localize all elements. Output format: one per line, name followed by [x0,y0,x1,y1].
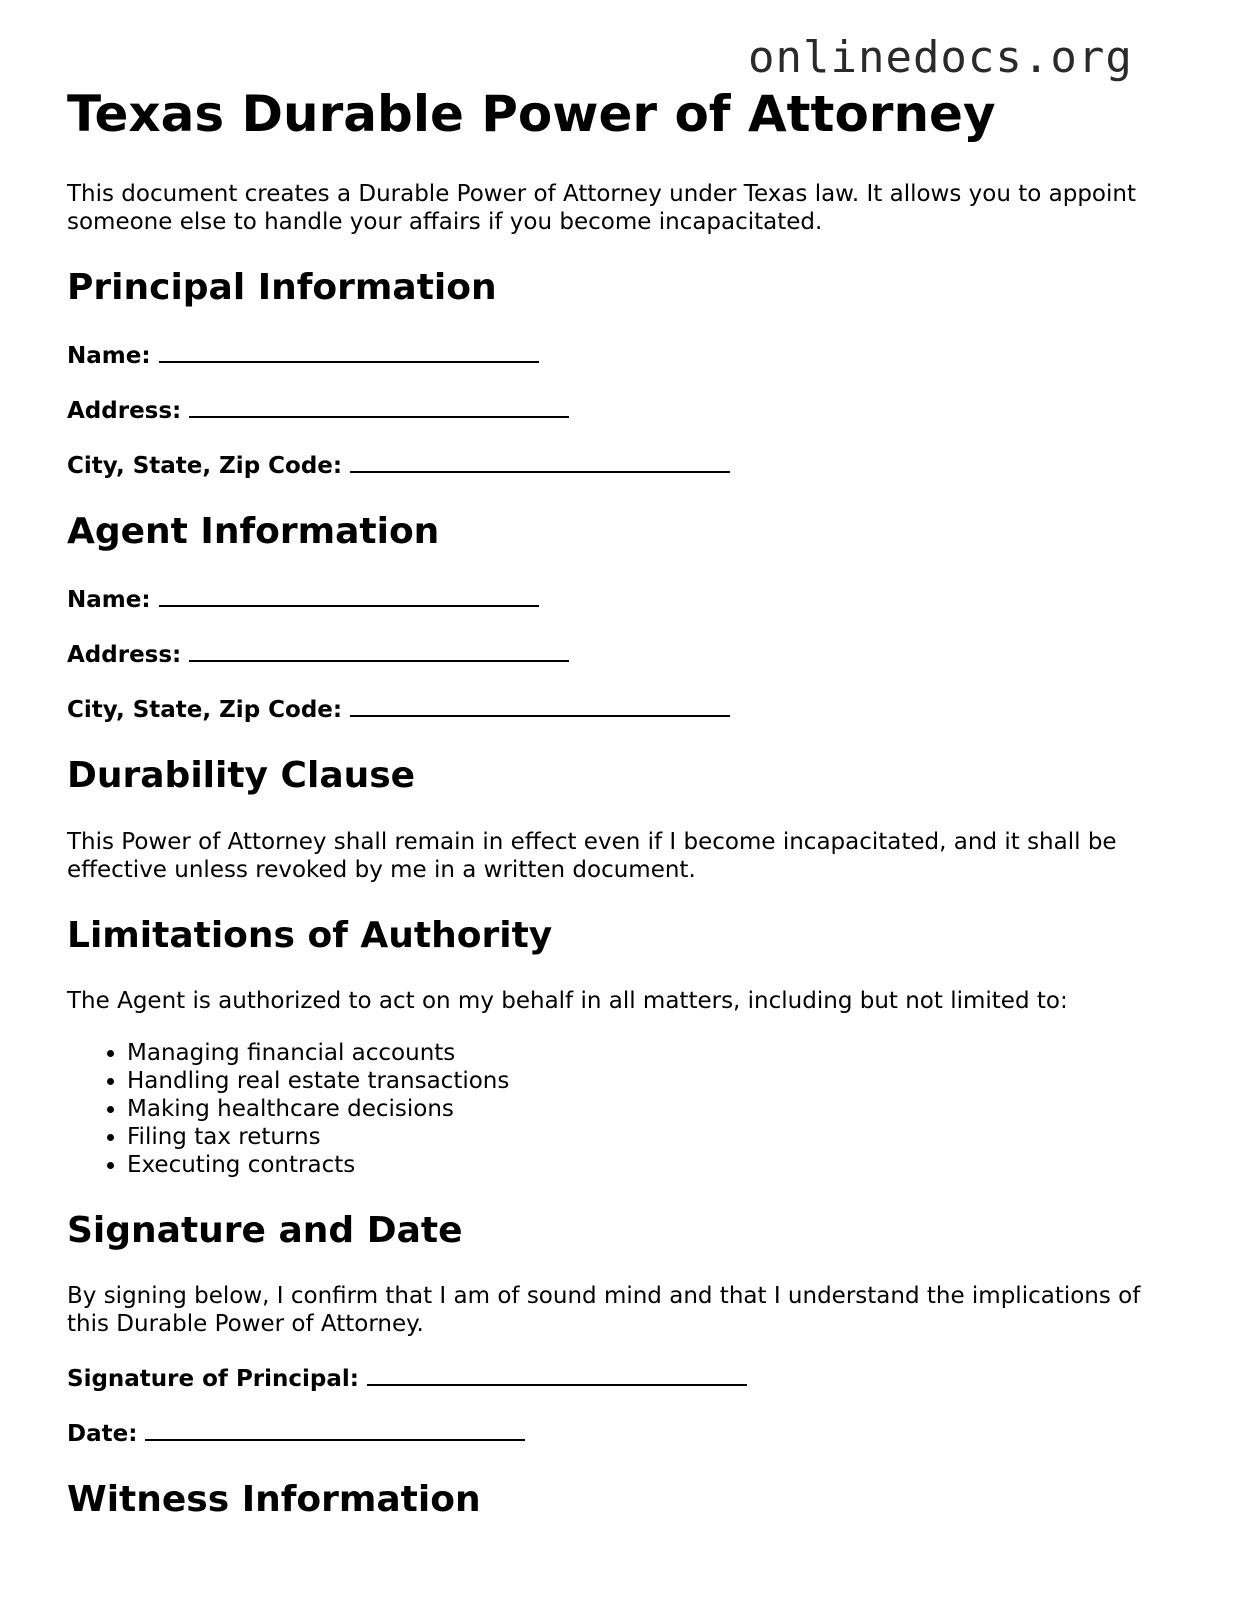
principal-address-line[interactable] [189,394,569,418]
date-line[interactable] [145,1417,525,1441]
date-field[interactable] [67,1417,1167,1448]
page-title: Texas Durable Power of Attorney [67,85,996,143]
agent-name-field[interactable] [67,583,1167,614]
principal-address-label: Address: [67,398,182,425]
agent-address-field[interactable] [67,638,1167,669]
list-item: • Filing tax returns [127,1123,1167,1151]
document [67,84,1167,1551]
intro-paragraph: This document creates a Durable Power of Attorney under Texas law. It allows you to appoint someone else to handle your affairs if you become incapacitated. [67,181,1136,235]
agent-name-line[interactable] [159,583,539,607]
list-item: • Managing financial accounts [127,1039,1167,1067]
principal-city-line[interactable] [350,449,730,473]
watermark-logo: onlinedocs.org [748,32,1133,83]
signature-label: Signature of Principal: [67,1365,359,1392]
limitations-heading: Limitations of Authority [67,914,553,956]
agent-city-label: City, State, Zip Code: [67,697,343,724]
agent-address-label: Address: [67,642,182,669]
authority-list [67,1039,1167,1179]
agent-city-field[interactable] [67,693,1167,724]
principal-city-field[interactable] [67,449,1167,480]
durability-paragraph: This Power of Attorney shall remain in effect even if I become incapacitated, and it shall be effective unless revoked by me in a written document. [67,828,1117,883]
signature-line[interactable] [367,1362,747,1386]
agent-address-line[interactable] [189,638,569,662]
agent-city-line[interactable] [350,693,730,717]
principal-name-line[interactable] [159,339,539,363]
principal-address-field[interactable] [67,394,1167,425]
principal-name-field[interactable] [67,339,1167,370]
agent-name-label: Name: [67,587,151,614]
date-label: Date: [67,1420,138,1447]
signature-field[interactable] [67,1362,1167,1393]
principal-city-label: City, State, Zip Code: [67,453,343,480]
list-item: • Executing contracts [127,1151,1167,1179]
principal-name-label: Name: [67,343,151,370]
agent-heading: Agent Information [67,511,440,553]
principal-heading: Principal Information [67,267,497,308]
list-item: • Handling real estate transactions [127,1067,1167,1095]
signature-paragraph: By signing below, I confirm that I am of sound mind and that I understand the implications of this Durable Power of Attorney. [67,1282,1141,1337]
signature-heading: Signature and Date [67,1209,463,1251]
witness-heading: Witness Information [67,1478,481,1520]
list-item: • Making healthcare decisions [127,1095,1167,1123]
durability-heading: Durability Clause [67,755,416,797]
limitations-paragraph: The Agent is authorized to act on my behalf in all matters, including but not limited to: [67,987,1068,1014]
